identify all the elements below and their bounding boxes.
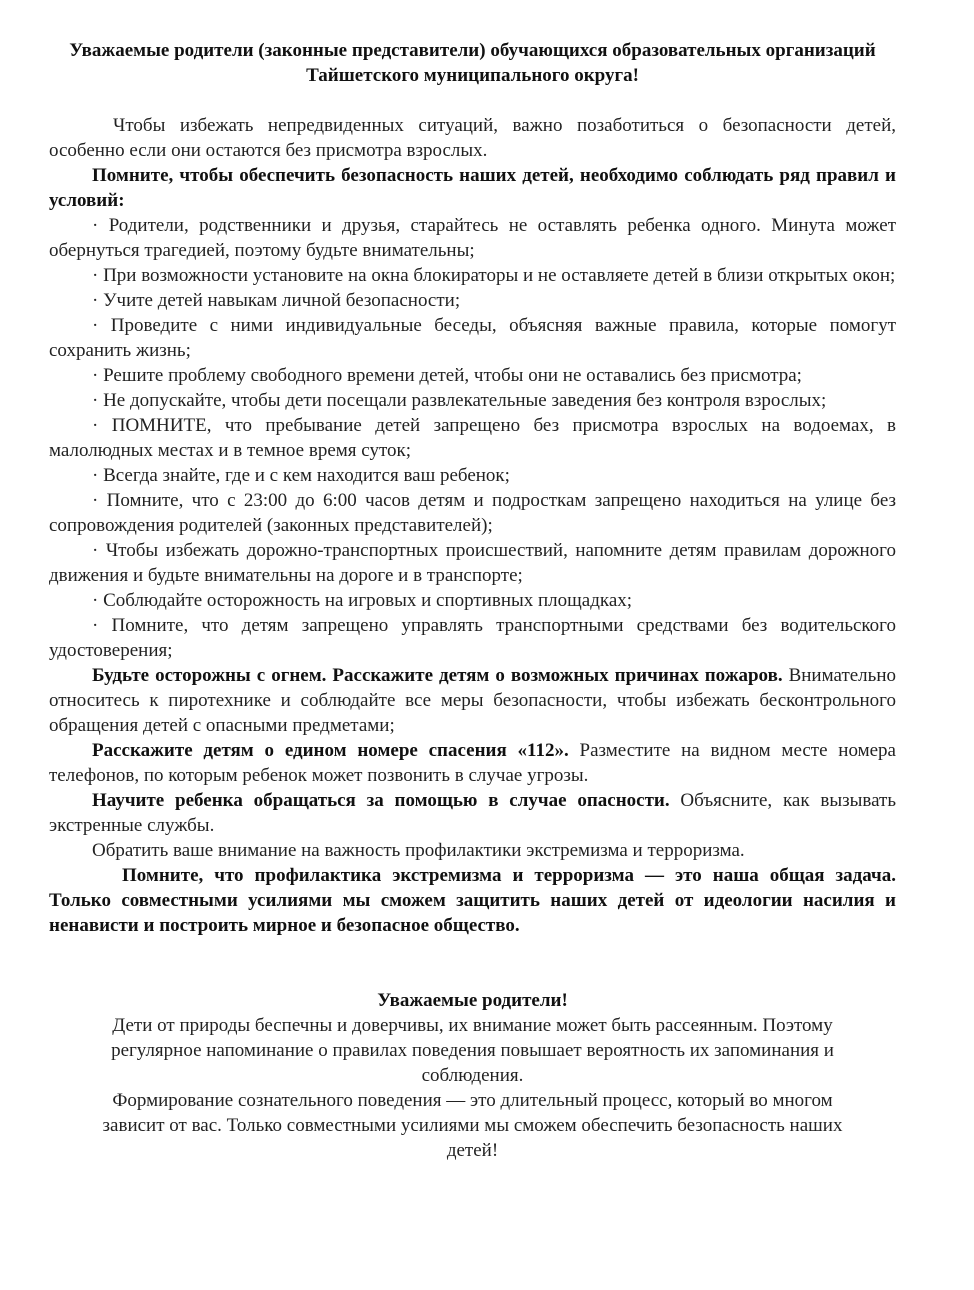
rule-item: · Проведите с ними индивидуальные беседы, объясняя важные правила, которые помогут сохранить жизнь; xyxy=(49,315,896,361)
rule-item: · ПОМНИТЕ, что пребывание детей запрещено без присмотра взрослых на водоемах, в малолюдных местах и в темное время суток; xyxy=(49,415,896,461)
section-spacer xyxy=(49,938,896,988)
rule-item: · Решите проблему свободного времени детей, чтобы они не оставались без присмотра; xyxy=(92,365,802,386)
section2-paragraph-1: Дети от природы беспечны и доверчивы, их внимание может быть рассеянным. Поэтому регулярное напоминание о правилах поведения повышает вероятность их запоминания и соблюдения. xyxy=(111,1015,834,1086)
emergency-number-bold: Расскажите детям о едином номере спасения «112». xyxy=(92,740,569,761)
fire-safety-paragraph xyxy=(49,663,896,738)
rules-intro: Помните, чтобы обеспечить безопасность наших детей, необходимо соблюдать ряд правил и условий: xyxy=(49,165,896,211)
help-paragraph xyxy=(49,788,896,838)
fire-safety-bold: Будьте осторожны с огнем. Расскажите детям о возможных причинах пожаров. xyxy=(92,665,783,686)
closing-paragraph: Помните, что профилактика экстремизма и терроризма — это наша общая задача. Только совместными усилиями мы сможем защитить наших детей от идеологии насилия и ненависти и построить мирное и безопасное общество. xyxy=(49,865,896,936)
help-bold: Научите ребенка обращаться за помощью в случае опасности. xyxy=(92,790,670,811)
rule-item: · Учите детей навыкам личной безопасности; xyxy=(92,290,461,311)
emergency-number-text: Разместите на видном месте номера телефонов, по которым ребенок может позвонить в случае угрозы. xyxy=(49,740,896,786)
rule-item: · Не допускайте, чтобы дети посещали развлекательные заведения без контроля взрослых; xyxy=(92,390,827,411)
rule-item: · Помните, что с 23:00 до 6:00 часов детям и подросткам запрещено находиться на улице без сопровождения родителей (законных представителей); xyxy=(49,490,896,536)
rule-item: · Чтобы избежать дорожно-транспортных происшествий, напомните детям правилам дорожного движения и будьте внимательны на дороге и в транспорте; xyxy=(49,540,896,586)
rules-list xyxy=(49,213,896,663)
rule-item: · Соблюдайте осторожность на игровых и спортивных площадках; xyxy=(92,590,633,611)
intro-paragraph: Чтобы избежать непредвиденных ситуаций, важно позаботиться о безопасности детей, особенно если они остаются без присмотра взрослых. xyxy=(49,115,896,161)
help-text: Объясните, как вызывать экстренные службы. xyxy=(49,790,896,836)
attention-paragraph: Обратить ваше внимание на важность профилактики экстремизма и терроризма. xyxy=(92,840,745,861)
rule-item: · При возможности установите на окна блокираторы и не оставляете детей в близи открытых окон; xyxy=(92,265,896,286)
rule-item: · Всегда знайте, где и с кем находится ваш ребенок; xyxy=(92,465,510,486)
document-heading: Уважаемые родители (законные представители) обучающихся образовательных организаций Тайшетского муниципального округа! xyxy=(69,40,876,86)
section2-paragraph-2: Формирование сознательного поведения — это длительный процесс, который во многом зависит от вас. Только совместными усилиями мы сможем обеспечить безопасность наших детей! xyxy=(102,1090,843,1161)
fire-safety-text: Внимательно относитесь к пиротехнике и соблюдайте все меры безопасности, чтобы избежать бесконтрольного обращения детей с опасными предметами; xyxy=(49,665,896,736)
section2-title: Уважаемые родители! xyxy=(377,990,568,1011)
rule-item: · Родители, родственники и друзья, старайтесь не оставлять ребенка одного. Минута может обернуться трагедией, поэтому будьте внимательны; xyxy=(49,215,896,261)
rule-item: · Помните, что детям запрещено управлять транспортными средствами без водительского удостоверения; xyxy=(49,615,896,661)
emergency-number-paragraph xyxy=(49,738,896,788)
